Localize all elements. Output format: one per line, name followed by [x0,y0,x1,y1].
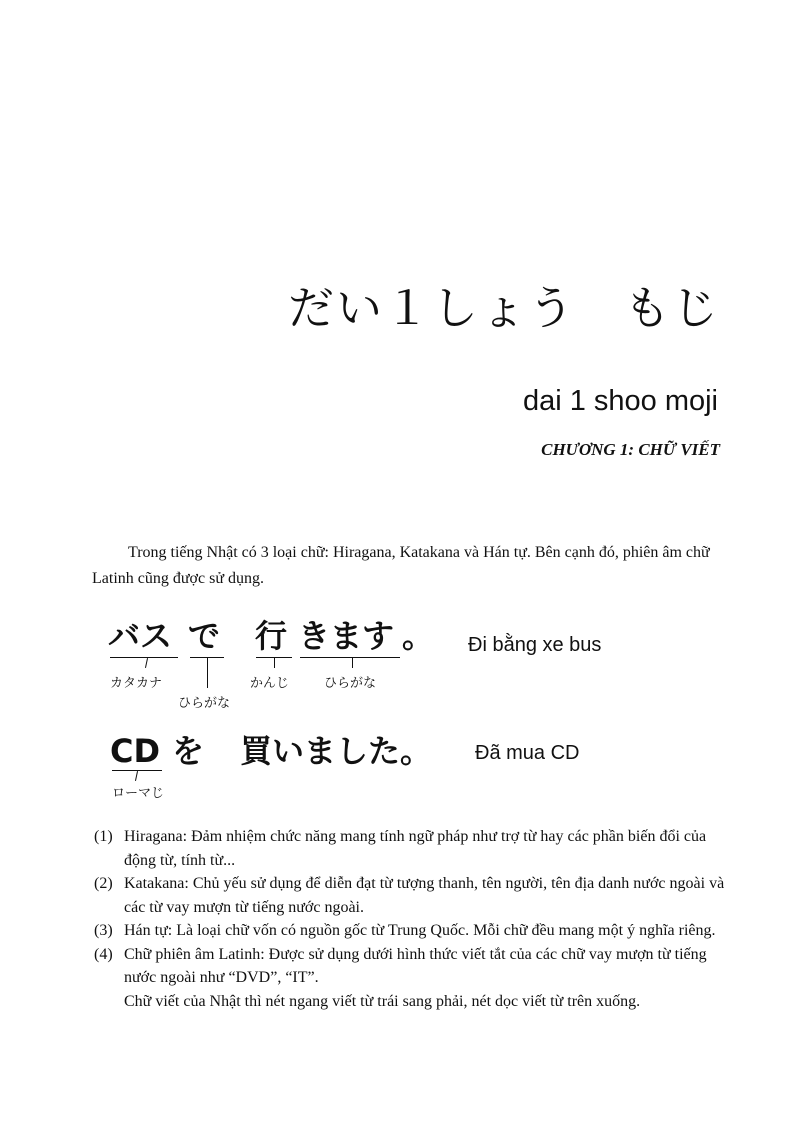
example2-part-particle: を [172,732,205,770]
chapter-title-japanese: だい１しょう もじ [288,281,720,335]
example2-part-verb: 買いました。 [240,732,433,770]
list-item-number: (3) [94,922,113,939]
example1-underline-hiragana [300,657,400,658]
list-item [94,943,734,990]
example1-part-period: 。 [402,617,435,655]
explanation-list [94,825,734,1013]
example1-pointer-hiragana [352,658,353,668]
label-romaji: ローマじ [112,786,165,801]
list-item-text: Hiragana: Đảm nhiệm chức năng mang tính ngữ pháp như trợ từ hay các phần biến đổi của động từ, tính từ... [124,828,707,869]
example1-pointer-kanji [274,658,275,668]
label-hiragana-particle: ひらがな [178,696,231,711]
list-item-text: Chữ phiên âm Latinh: Được sử dụng dưới hình thức viết tắt của các chữ vay mượn từ tiếng nước ngoài như “DVD”, “IT”. [124,945,707,986]
label-hiragana-verb: ひらがな [324,676,377,691]
list-item [94,825,734,872]
closing-note: Chữ viết của Nhật thì nét ngang viết từ trái sang phải, nét dọc viết từ trên xuống. [124,992,641,1010]
list-item-number: (2) [94,875,113,892]
chapter-title-romaji: dai 1 shoo moji [522,385,718,417]
list-item [94,919,734,943]
example1-pointer-katakana [145,658,148,668]
list-item-number: (4) [94,945,113,963]
example2-translation: Đã mua CD [475,742,580,764]
label-kanji: かんじ [250,676,290,691]
list-item-text: Katakana: Chủ yếu sử dụng để diễn đạt từ tượng thanh, tên người, tên địa danh nước ngoài và các từ vay mượn từ tiếng nước ngoài. [124,875,725,916]
example1-part-particle: で [188,617,221,655]
label-katakana: カタカナ [110,676,163,691]
intro-paragraph: Trong tiếng Nhật có 3 loại chữ: Hiragana, Katakana và Hán tự. Bên cạnh đó, phiên âm chữ Latinh cũng được sử dụng. [92,544,710,587]
list-item [94,872,734,919]
example2-pointer-romaji [135,771,138,781]
example1-translation: Đi bằng xe bus [468,634,602,656]
example2-part-romaji: CD [110,732,161,770]
example1-part-kanji: 行 [255,617,288,655]
example1-underline-katakana [110,657,178,658]
chapter-heading: CHƯƠNG 1: CHỮ VIẾT [541,440,720,459]
list-item-text: Hán tự: Là loại chữ vốn có nguồn gốc từ Trung Quốc. Mỗi chữ đều mang một ý nghĩa riêng. [124,922,716,939]
list-item-number: (1) [94,828,113,845]
example1-pointer-particle [207,658,208,688]
example1-part-katakana: バス [108,617,173,655]
example1-part-hiragana: きます [298,617,395,655]
